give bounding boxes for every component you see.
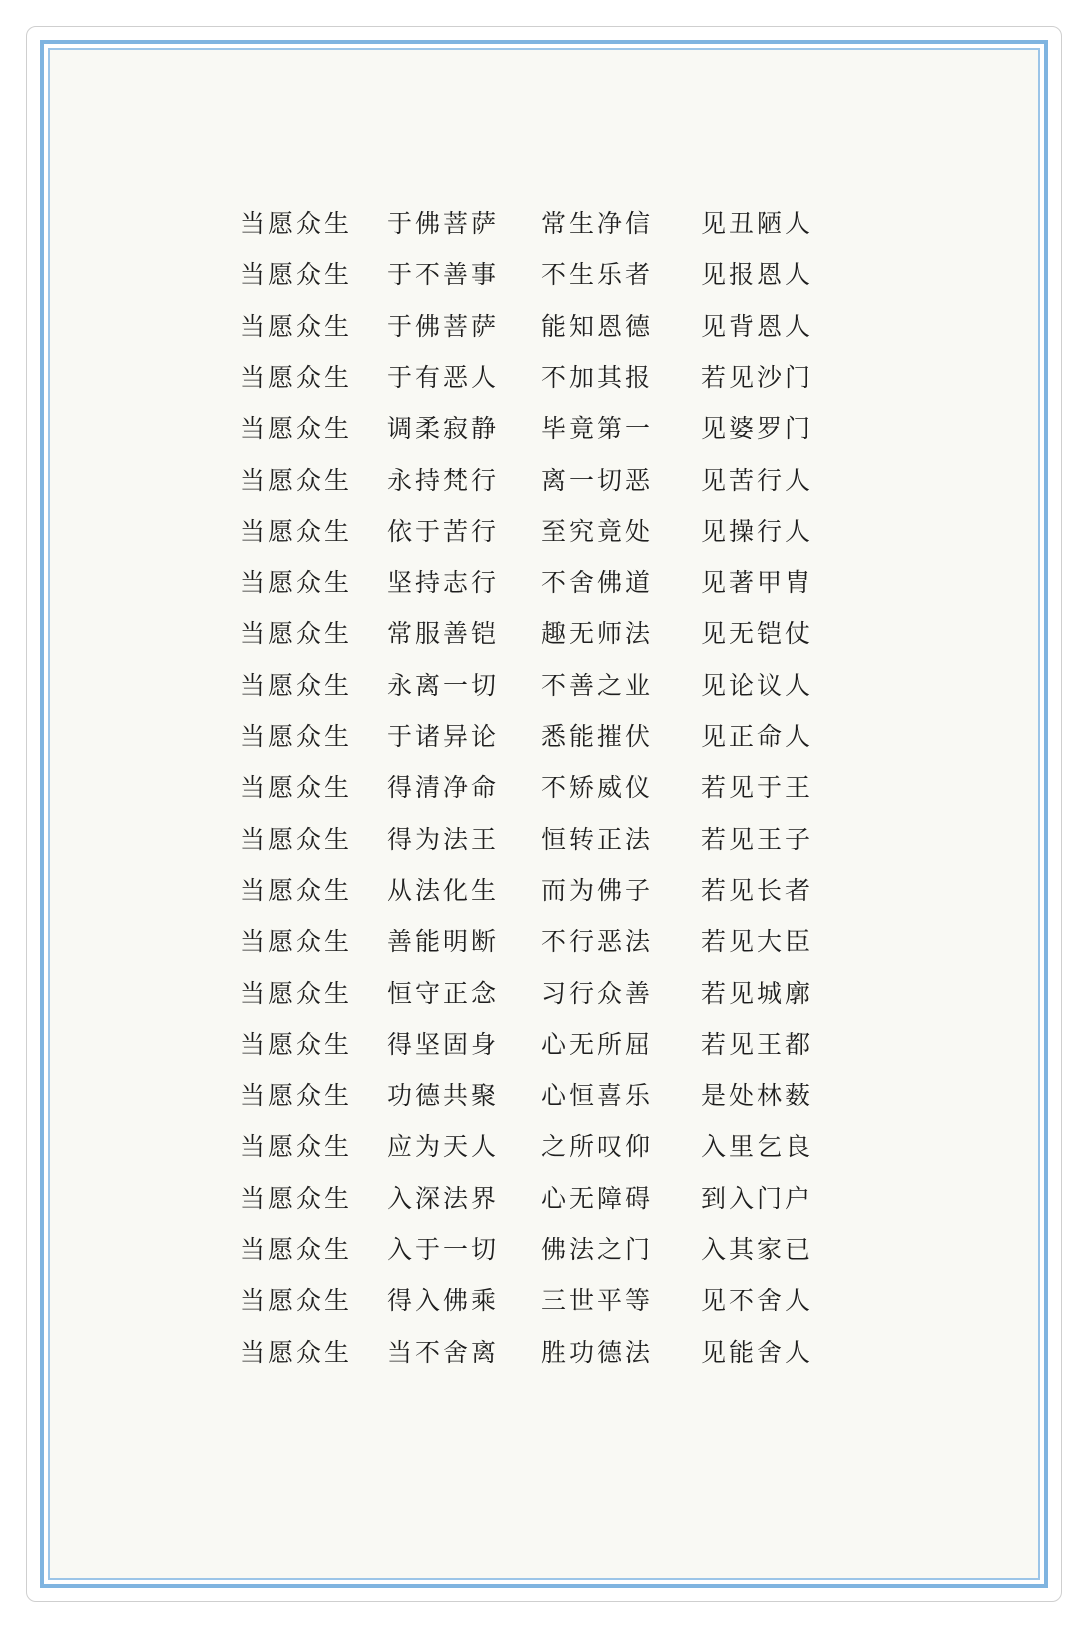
verse-phrase: 心无障碍: [541, 1183, 654, 1213]
verse-row: [50, 1281, 1038, 1321]
verse-phrase: 至究竟处: [541, 516, 654, 546]
verse-phrase: 当愿众生: [240, 619, 353, 649]
verse-phrase: 恒守正念: [387, 978, 500, 1008]
verse-phrase: 见报恩人: [701, 260, 814, 290]
verse-phrase: 得清净命: [387, 773, 500, 803]
verse-phrase: 心恒喜乐: [541, 1081, 654, 1111]
verse-phrase: 若见城廓: [701, 978, 814, 1008]
verse-page: [48, 48, 1040, 1580]
verse-phrase: 当愿众生: [240, 311, 353, 341]
verse-phrase: 当愿众生: [240, 362, 353, 392]
verse-phrase: 不行恶法: [541, 927, 654, 957]
verse-phrase: 得为法王: [387, 824, 500, 854]
verse-phrase: 若见于王: [701, 773, 814, 803]
verse-phrase: 趣无师法: [541, 619, 654, 649]
verse-phrase: 当愿众生: [240, 516, 353, 546]
verse-phrase: 见婆罗门: [701, 414, 814, 444]
verse-phrase: 恒转正法: [541, 824, 654, 854]
verse-phrase: 不善之业: [541, 670, 654, 700]
verse-phrase: 当愿众生: [240, 722, 353, 751]
verse-row: [50, 461, 1038, 501]
verse-phrase: 当愿众生: [240, 1132, 353, 1162]
verse-row: [50, 307, 1038, 347]
verse-phrase: 能知恩德: [541, 311, 654, 341]
verse-phrase: 当愿众生: [240, 1029, 353, 1059]
verse-row: [50, 666, 1038, 706]
verse-phrase: 善能明断: [387, 927, 500, 957]
verse-phrase: 得坚固身: [387, 1029, 500, 1059]
verse-phrase: 应为天人: [387, 1132, 500, 1162]
verse-phrase: 永离一切: [387, 670, 500, 700]
verse-phrase: 常服善铠: [387, 619, 500, 649]
verse-phrase: 永持梵行: [387, 465, 500, 495]
verse-phrase: 见操行人: [701, 516, 814, 546]
verse-phrase: 当愿众生: [240, 670, 353, 700]
verse-phrase: 见背恩人: [701, 311, 814, 341]
verse-phrase: 之所叹仰: [541, 1132, 654, 1162]
verse-phrase: 入其家已: [701, 1235, 814, 1264]
verse-phrase: 不生乐者: [541, 260, 654, 290]
verse-phrase: 当愿众生: [240, 465, 353, 495]
verse-phrase: 当不舍离: [387, 1337, 500, 1367]
verse-phrase: 常生净信: [541, 209, 654, 238]
verse-row: [50, 820, 1038, 860]
verse-phrase: 于有恶人: [387, 362, 500, 392]
verse-phrase: 于诸异论: [387, 722, 500, 751]
verse-phrase: 当愿众生: [240, 773, 353, 803]
verse-row: [50, 717, 1038, 757]
verse-phrase: 功德共聚: [387, 1081, 500, 1111]
verse-row: [50, 922, 1038, 962]
verse-phrase: 悉能摧伏: [541, 722, 654, 751]
verse-phrase: 当愿众生: [240, 568, 353, 598]
verse-phrase: 而为佛子: [541, 875, 654, 905]
verse-row: [50, 204, 1038, 244]
verse-phrase: 当愿众生: [240, 260, 353, 290]
verse-phrase: 坚持志行: [387, 568, 500, 598]
verse-phrase: 当愿众生: [240, 1183, 353, 1213]
verse-phrase: 若见沙门: [701, 362, 814, 392]
verse-phrase: 当愿众生: [240, 875, 353, 905]
verse-phrase: 当愿众生: [240, 1286, 353, 1316]
verse-phrase: 见著甲胄: [701, 568, 814, 598]
verse-phrase: 佛法之门: [541, 1235, 654, 1264]
verse-phrase: 见正命人: [701, 722, 814, 751]
verse-phrase: 不加其报: [541, 362, 654, 392]
verse-phrase: 入里乞良: [701, 1132, 814, 1162]
verse-row: [50, 1025, 1038, 1065]
verse-row: [50, 1127, 1038, 1167]
verse-phrase: 若见王都: [701, 1029, 814, 1059]
verse-phrase: 入于一切: [387, 1235, 500, 1264]
verse-phrase: 入深法界: [387, 1183, 500, 1213]
verse-row: [50, 614, 1038, 654]
verse-phrase: 于不善事: [387, 260, 500, 290]
verse-phrase: 当愿众生: [240, 1081, 353, 1111]
verse-row: [50, 974, 1038, 1014]
verse-phrase: 于佛菩萨: [387, 311, 500, 341]
verse-phrase: 调柔寂静: [387, 414, 500, 444]
verse-phrase: 当愿众生: [240, 824, 353, 854]
verse-phrase: 从法化生: [387, 875, 500, 905]
verse-phrase: 若见长者: [701, 875, 814, 905]
verse-phrase: 习行众善: [541, 978, 654, 1008]
verse-phrase: 是处林薮: [701, 1081, 814, 1111]
verse-phrase: 得入佛乘: [387, 1286, 500, 1316]
verse-row: [50, 1333, 1038, 1373]
verse-phrase: 见无铠仗: [701, 619, 814, 649]
verse-phrase: 若见大臣: [701, 927, 814, 957]
verse-phrase: 不舍佛道: [541, 568, 654, 598]
verse-row: [50, 768, 1038, 808]
verse-phrase: 毕竟第一: [541, 414, 654, 444]
verse-phrase: 当愿众生: [240, 927, 353, 957]
verse-phrase: 当愿众生: [240, 978, 353, 1008]
verse-row: [50, 563, 1038, 603]
verse-row: [50, 871, 1038, 911]
verse-row: [50, 1230, 1038, 1270]
verse-row: [50, 409, 1038, 449]
verse-phrase: 见丑陋人: [701, 209, 814, 238]
verse-phrase: 见苦行人: [701, 465, 814, 495]
verse-phrase: 依于苦行: [387, 516, 500, 546]
verse-phrase: 到入门户: [701, 1183, 814, 1213]
verse-phrase: 胜功德法: [541, 1337, 654, 1367]
verse-phrase: 不矫威仪: [541, 773, 654, 803]
verse-phrase: 当愿众生: [240, 1235, 353, 1264]
verse-table: [50, 50, 1038, 1578]
verse-phrase: 当愿众生: [240, 1337, 353, 1367]
verse-phrase: 离一切恶: [541, 465, 654, 495]
verse-phrase: 见能舍人: [701, 1337, 814, 1367]
verse-row: [50, 358, 1038, 398]
verse-row: [50, 255, 1038, 295]
verse-phrase: 三世平等: [541, 1286, 654, 1316]
verse-phrase: 见不舍人: [701, 1286, 814, 1316]
verse-row: [50, 1076, 1038, 1116]
verse-phrase: 当愿众生: [240, 414, 353, 444]
verse-phrase: 见论议人: [701, 670, 814, 700]
verse-phrase: 心无所屈: [541, 1029, 654, 1059]
verse-phrase: 于佛菩萨: [387, 209, 500, 238]
verse-row: [50, 512, 1038, 552]
verse-phrase: 若见王子: [701, 824, 814, 854]
verse-phrase: 当愿众生: [240, 209, 353, 238]
verse-row: [50, 1179, 1038, 1219]
